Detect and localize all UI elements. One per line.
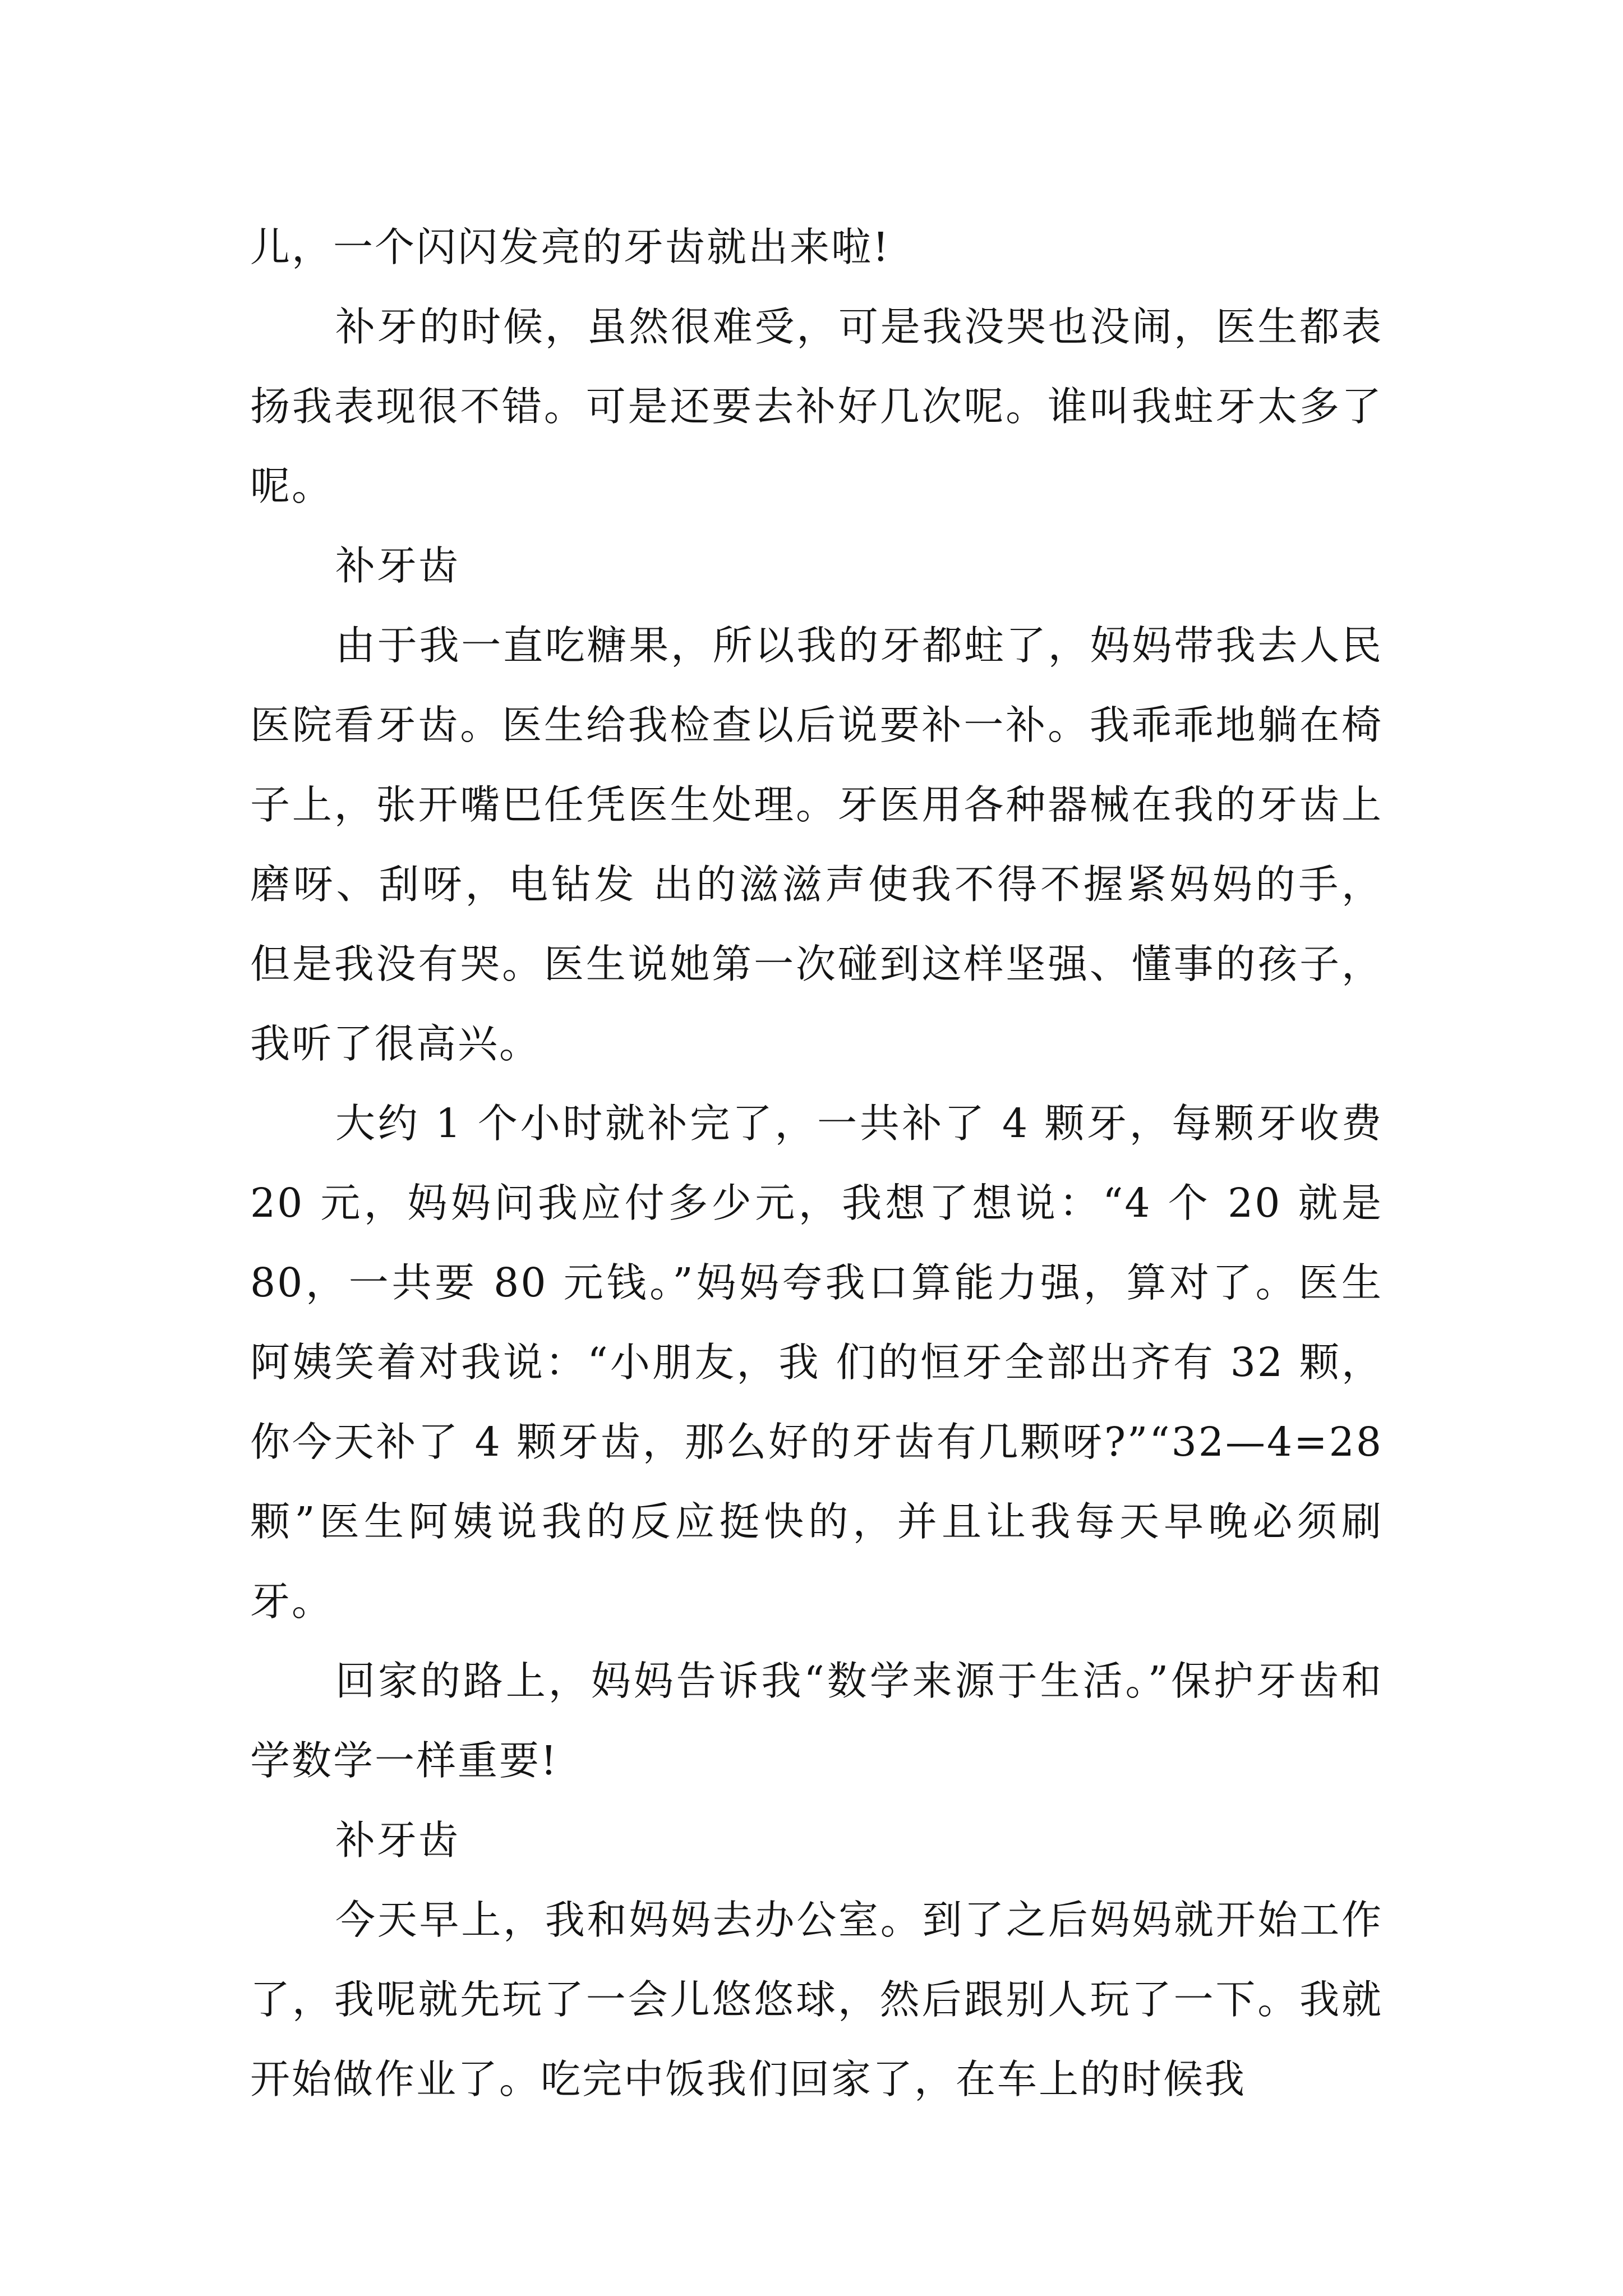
- paragraph-math-calculation: 大约 1 个小时就补完了，一共补了 4 颗牙，每颗牙收费 20 元，妈妈问我应付多少元，我想了想说：“4 个 20 就是 80，一共要 80 元钱。”妈妈夸我口算能力强，算对了。医生阿姨笑着对我说：“小朋友，我 们的恒牙全部出齐有 32 颗，你今天补了 4 颗牙齿，那么好的牙齿有几颗呀?”“32—4=28 颗”医生阿姨说我的反应挺快的，并且让我每天早晚必须刷牙。: [250, 1100, 1383, 1625]
- paragraph-tooth-filling-experience: 补牙的时候，虽然很难受，可是我没哭也没闹，医生都表扬我表现很不错。可是还要去补好几次呢。谁叫我蛀牙太多了呢。: [250, 303, 1383, 509]
- document-body: [250, 208, 1383, 2119]
- paragraph-hospital-visit: 由于我一直吃糖果，所以我的牙都蛀了，妈妈带我去人民医院看牙齿。医生给我检查以后说要补一补。我乖乖地躺在椅子上，张开嘴巴任凭医生处理。牙医用各种器械在我的牙齿上磨呀、刮呀，电钻发 出的滋滋声使我不得不握紧妈妈的手，但是我没有哭。医生说她第一次碰到这样坚强、懂事的孩子，我听了很高兴。: [250, 622, 1383, 1067]
- section-heading-1: 补牙齿: [335, 542, 460, 589]
- paragraph-office-day: 今天早上，我和妈妈去办公室。到了之后妈妈就开始工作了，我呢就先玩了一会儿悠悠球，然后跟别人玩了一下。我就开始做作业了。吃完中饭我们回家了，在车上的时候我: [250, 1897, 1383, 2102]
- paragraph-way-home: 回家的路上，妈妈告诉我“数学来源于生活。”保护牙齿和学数学一样重要!: [250, 1658, 1383, 1784]
- paragraph-continuation: 儿，一个闪闪发亮的牙齿就出来啦!: [250, 224, 891, 270]
- section-heading-2: 补牙齿: [335, 1817, 460, 1864]
